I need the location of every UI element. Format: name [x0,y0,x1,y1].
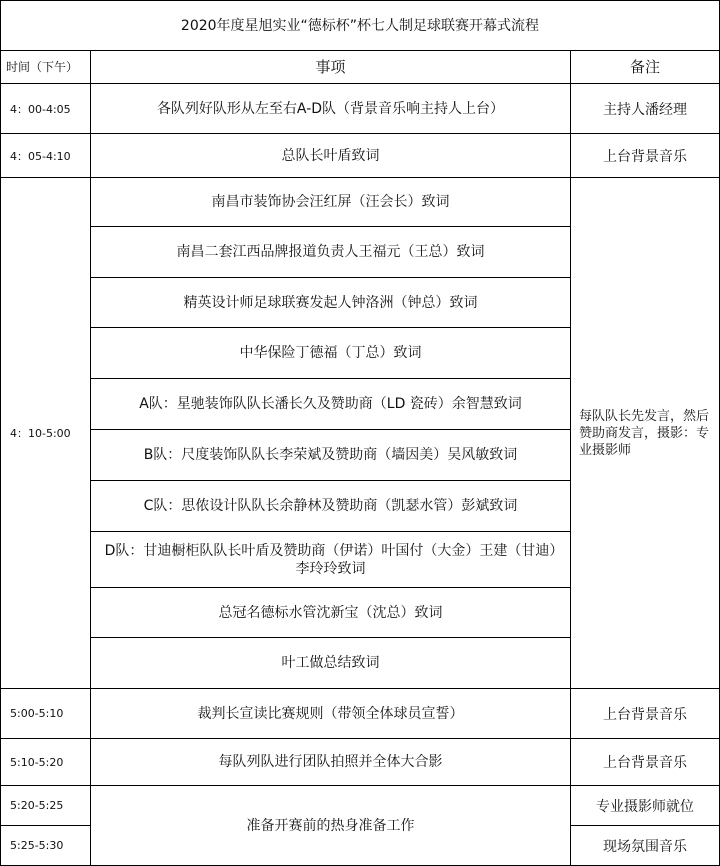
row-time: 4：05-4:10 [10,149,71,163]
row-item: 每队列队进行团队拍照并全体大合影 [218,754,443,770]
row-item: 准备开赛前的热身准备工作 [246,817,415,834]
row-item: 各队列好队形从左至右A-D队（背景音乐响主持人上台） [156,100,505,117]
row-note: 每队队长先发言，然后赞助商发言，摄影：专业摄影师 [579,408,710,458]
row-time: 5:20-5:25 [10,799,64,812]
speech-item: 南昌市装饰协会汪红屏（汪会长）致词 [211,194,450,210]
header-note: 备注 [629,58,660,76]
row-time: 5:10-5:20 [10,755,64,769]
header-time: 时间（下午） [6,60,79,74]
speech-item: D队：甘迪橱柜队队长叶盾及赞助商（伊诺）叶国付（大金）王建（甘迪）李玲玲致词 [104,542,557,577]
row-item: 裁判长宣读比赛规则（带领全体球员宣誓） [197,705,464,722]
row-item: 总队长叶盾致词 [281,147,380,164]
row-time: 4：10-5:00 [10,427,71,440]
speech-item: B队：尺度装饰队队长李荣斌及赞助商（墙因美）吴风敏致词 [143,447,518,463]
row-note: 上台背景音乐 [603,755,687,771]
speech-item: C队：思侬设计队队长余静林及赞助商（凯瑟水管）彭斌致词 [143,498,518,514]
row-note: 专业摄影师就位 [596,798,694,815]
speech-item: 南昌二套江西品牌报道负责人王福元（王总）致词 [176,244,485,260]
header-item: 事项 [315,58,346,76]
speech-item: 精英设计师足球联赛发起人钟洛洲（钟总）致词 [183,294,478,311]
speech-item: 总冠名德标水管沈新宝（沈总）致词 [218,604,443,621]
row-note: 主持人潘经理 [603,101,687,118]
row-time: 5:00-5:10 [10,707,64,720]
row-note: 上台背景音乐 [603,148,687,165]
row-time: 4：00-4:05 [10,102,71,116]
speech-item: 叶工做总结致词 [281,655,380,671]
row-note: 现场氛围音乐 [603,838,687,855]
row-note: 上台背景音乐 [603,706,687,723]
row-time: 5:25-5:30 [10,839,64,852]
speech-item: 中华保险丁德福（丁总）致词 [239,345,422,361]
page-title: 2020年度星旭实业“德标杯”杯七人制足球联赛开幕式流程 [180,18,540,34]
speech-item: A队：星驰装饰队队长潘长久及赞助商（LD 瓷砖）余智慧致词 [139,396,522,412]
